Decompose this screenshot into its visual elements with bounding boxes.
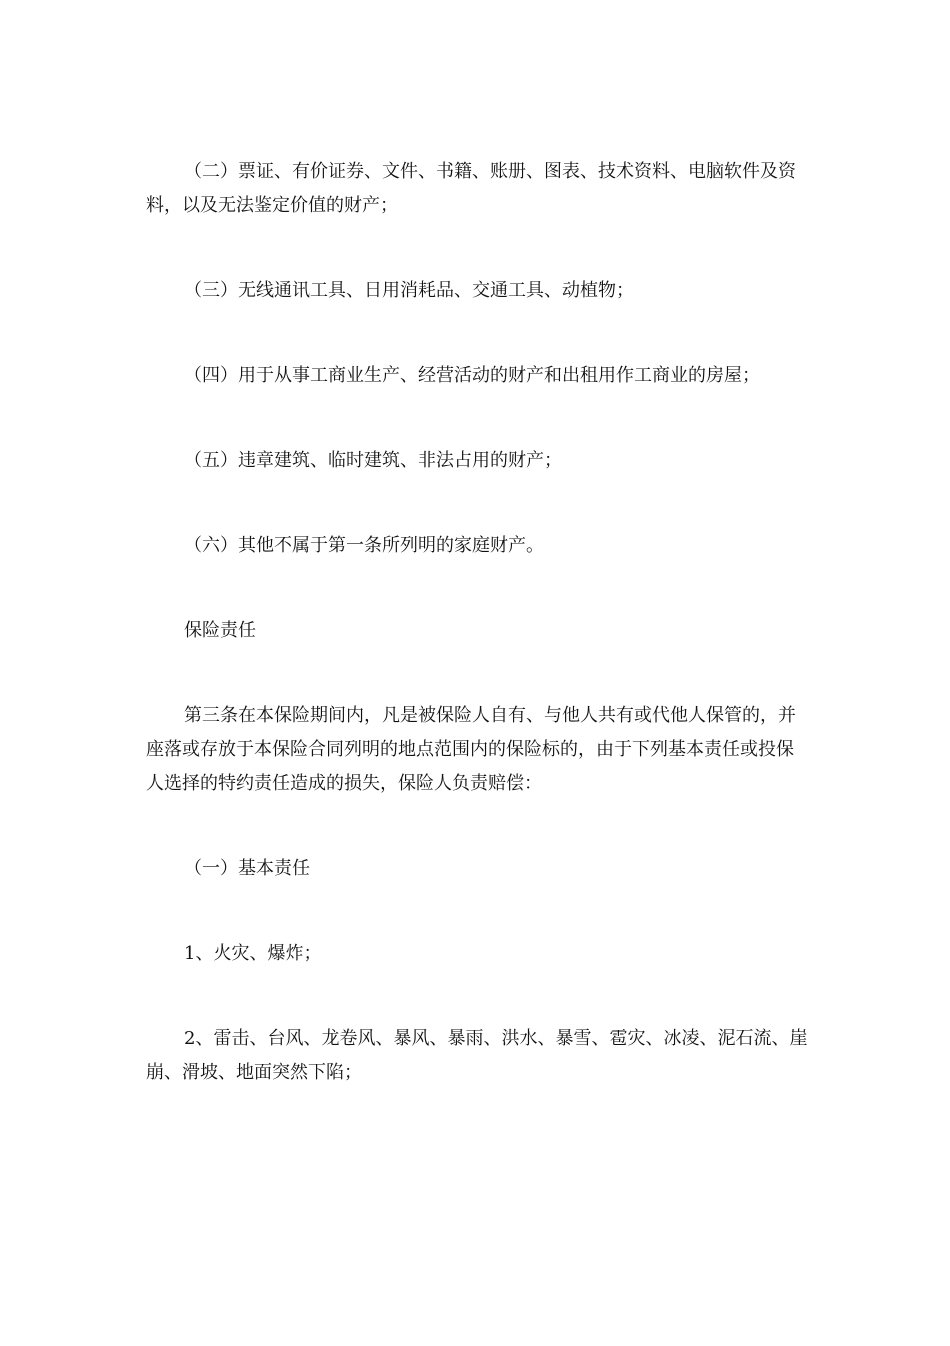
document-body [146, 155, 808, 1090]
paragraph-excluded-securities: （二）票证、有价证券、文件、书籍、账册、图表、技术资料、电脑软件及资料，以及无法鉴定价值的财产； [146, 161, 796, 216]
list-item-fire-explosion: 1、火灾、爆炸； [184, 943, 322, 964]
subheading-basic-liability: （一）基本责任 [184, 858, 310, 879]
paragraph-excluded-other-property: （六）其他不属于第一条所列明的家庭财产。 [184, 535, 544, 556]
list-item-natural-disasters: 2、雷击、台风、龙卷风、暴风、暴雨、洪水、暴雪、雹灾、冰凌、泥石流、崖崩、滑坡、地面突然下陷； [146, 1028, 808, 1083]
paragraph-excluded-wireless-tools: （三）无线通讯工具、日用消耗品、交通工具、动植物； [184, 280, 634, 301]
section-heading-insurance-liability: 保险责任 [184, 620, 256, 641]
paragraph-excluded-commercial-property: （四）用于从事工商业生产、经营活动的财产和出租用作工商业的房屋； [184, 365, 760, 386]
paragraph-article-three: 第三条在本保险期间内，凡是被保险人自有、与他人共有或代他人保管的，并座落或存放于本保险合同列明的地点范围内的保险标的，由于下列基本责任或投保人选择的特约责任造成的损失，保险人负责赔偿： [146, 705, 796, 794]
paragraph-excluded-illegal-buildings: （五）违章建筑、临时建筑、非法占用的财产； [184, 450, 562, 471]
